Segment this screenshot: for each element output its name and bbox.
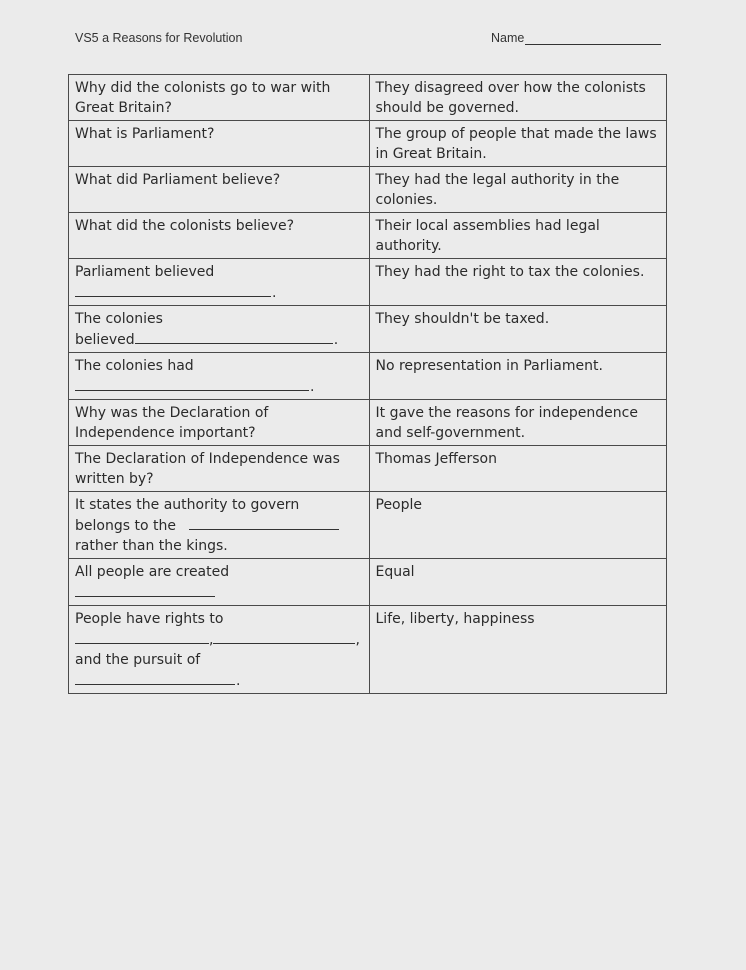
table-row bbox=[69, 75, 667, 121]
answer-cell: The group of people that made the laws in Great Britain. bbox=[369, 121, 667, 167]
answer-blank[interactable] bbox=[135, 329, 333, 344]
question-line bbox=[75, 629, 363, 650]
table-row bbox=[69, 400, 667, 446]
name-label: Name bbox=[491, 31, 525, 45]
answer-cell: People bbox=[369, 492, 667, 559]
question-cell: The Declaration of Independence was written by? bbox=[69, 446, 370, 492]
table-row bbox=[69, 559, 667, 606]
answer-cell: They disagreed over how the colonists should be governed. bbox=[369, 75, 667, 121]
name-field bbox=[491, 31, 661, 45]
question-text: rather than the kings. bbox=[75, 538, 228, 554]
question-punctuation: . bbox=[236, 673, 241, 689]
answer-cell: They had the right to tax the colonies. bbox=[369, 259, 667, 306]
question-cell bbox=[69, 606, 370, 694]
table-row bbox=[69, 353, 667, 400]
document-title: VS5 a Reasons for Revolution bbox=[75, 31, 243, 45]
question-text: believed bbox=[75, 332, 135, 348]
table-row bbox=[69, 606, 667, 694]
table-row bbox=[69, 306, 667, 353]
question-cell bbox=[69, 353, 370, 400]
question-text: The colonies had bbox=[75, 358, 194, 374]
question-cell: What did Parliament believe? bbox=[69, 167, 370, 213]
answer-blank[interactable] bbox=[75, 376, 309, 391]
question-text: Parliament believed bbox=[75, 264, 215, 280]
answer-blank[interactable] bbox=[75, 670, 235, 685]
question-punctuation: , bbox=[355, 632, 360, 648]
table-row bbox=[69, 213, 667, 259]
question-text: People have rights to bbox=[75, 611, 224, 627]
answer-cell: They shouldn't be taxed. bbox=[369, 306, 667, 353]
question-punctuation: . bbox=[310, 379, 315, 395]
table-row bbox=[69, 167, 667, 213]
question-cell bbox=[69, 306, 370, 353]
question-text: The colonies bbox=[75, 311, 163, 327]
answer-cell: Their local assemblies had legal authority. bbox=[369, 213, 667, 259]
table-row bbox=[69, 492, 667, 559]
table-row bbox=[69, 121, 667, 167]
question-cell: What did the colonists believe? bbox=[69, 213, 370, 259]
question-punctuation: , bbox=[209, 632, 214, 648]
question-text: It states the authority to govern bbox=[75, 497, 300, 513]
answer-cell: They had the legal authority in the colonies. bbox=[369, 167, 667, 213]
question-cell bbox=[69, 559, 370, 606]
question-cell bbox=[69, 492, 370, 559]
answer-blank[interactable] bbox=[189, 515, 339, 530]
answer-blank[interactable] bbox=[75, 629, 209, 644]
question-cell: Why did the colonists go to war with Great Britain? bbox=[69, 75, 370, 121]
table-row bbox=[69, 259, 667, 306]
answer-blank[interactable] bbox=[213, 629, 355, 644]
question-cell bbox=[69, 259, 370, 306]
table-row bbox=[69, 446, 667, 492]
name-blank-line[interactable] bbox=[525, 32, 661, 45]
page-header bbox=[75, 31, 665, 51]
answer-blank[interactable] bbox=[75, 282, 271, 297]
answer-cell: No representation in Parliament. bbox=[369, 353, 667, 400]
question-punctuation: . bbox=[272, 285, 277, 301]
question-text: All people are created bbox=[75, 564, 230, 580]
question-cell: What is Parliament? bbox=[69, 121, 370, 167]
answer-cell: Life, liberty, happiness bbox=[369, 606, 667, 694]
answer-cell: Thomas Jefferson bbox=[369, 446, 667, 492]
question-punctuation: . bbox=[333, 332, 339, 348]
answer-cell: Equal bbox=[369, 559, 667, 606]
question-line bbox=[75, 515, 363, 536]
question-cell: Why was the Declaration of Independence important? bbox=[69, 400, 370, 446]
answer-cell: It gave the reasons for independence and self-government. bbox=[369, 400, 667, 446]
answer-blank[interactable] bbox=[75, 582, 215, 597]
question-text: and the pursuit of bbox=[75, 652, 201, 668]
worksheet-table bbox=[68, 74, 667, 694]
question-text: belongs to the bbox=[75, 518, 176, 534]
